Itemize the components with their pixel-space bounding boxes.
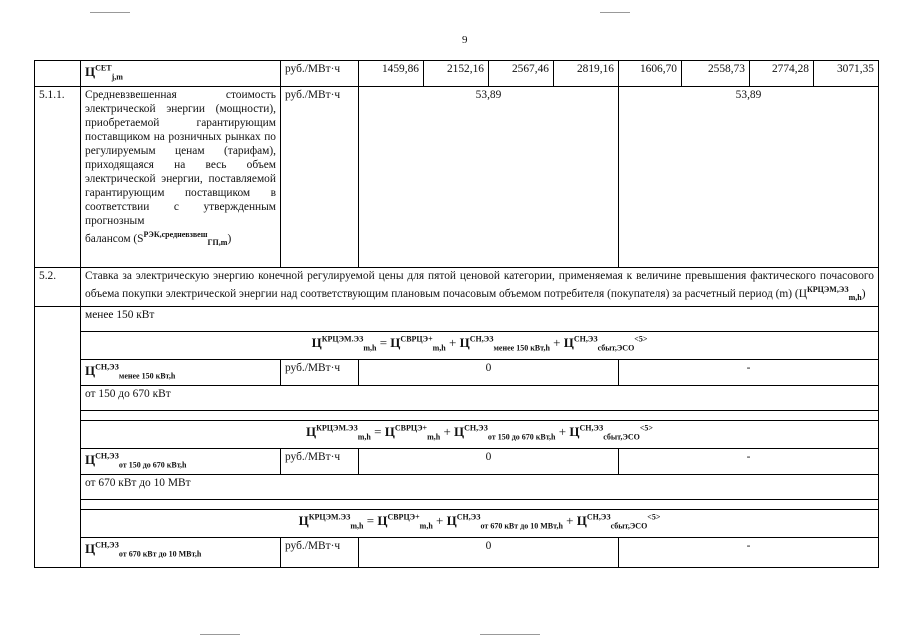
scan-mark: [200, 634, 240, 635]
value-cell-merged: 0: [359, 537, 619, 567]
symbol-cell: $Ц^{СН,ЭЗ}_{от 670 кВт до 10 МВт,h}$: [81, 537, 281, 567]
row-number: 5.2.: [35, 267, 81, 306]
group-label: от 150 до 670 кВт: [81, 385, 879, 410]
spacer: [81, 410, 879, 420]
scan-mark: [90, 12, 130, 13]
formula: $Ц^{КРЦЭМ.ЭЗ}_{m,h} = Ц^{СВРЦЭ+}_{m,h} + Ц^{СН,ЭЗ}_{от 670 кВт до 10 МВт,h} + Ц^{СН,ЭЗ}_{сбыт,ЭСО}^{<5>}$: [81, 509, 879, 537]
value-cell: 2152,16: [424, 61, 489, 87]
formula-row: [35, 420, 879, 448]
unit-cell: руб./МВт·ч: [281, 448, 359, 474]
spacer: [81, 499, 879, 509]
symbol-cell: $Ц^{СН,ЭЗ}_{менее 150 кВт,h}$: [81, 360, 281, 386]
symbol-cell: $Ц^{СЕТ}_{j,m}$: [81, 61, 281, 87]
group-label-row: [35, 474, 879, 499]
value-cell: 1606,70: [619, 61, 682, 87]
group-label-row: [35, 385, 879, 410]
value-cell-merged: -: [619, 448, 879, 474]
formula-row: [35, 509, 879, 537]
spacer-row: [35, 499, 879, 509]
unit-cell: руб./МВт·ч: [281, 537, 359, 567]
value-cell: 1459,86: [359, 61, 424, 87]
value-cell-merged: 53,89: [359, 86, 619, 267]
formula: $Ц^{КРЦЭМ.ЭЗ}_{m,h} = Ц^{СВРЦЭ+}_{m,h} + Ц^{СН,ЭЗ}_{менее 150 кВт,h} + Ц^{СН,ЭЗ}_{сбыт,ЭСО}^{<5>}$: [81, 332, 879, 360]
value-cell: 3071,35: [814, 61, 879, 87]
group-label: менее 150 кВт: [81, 307, 879, 332]
row-description: [81, 86, 281, 267]
value-cell: 2774,28: [750, 61, 814, 87]
value-cell-merged: 0: [359, 360, 619, 386]
value-cell-merged: -: [619, 537, 879, 567]
formula-row: [35, 332, 879, 360]
value-cell-merged: 0: [359, 448, 619, 474]
scan-mark: [480, 634, 540, 635]
value-cell: 2819,16: [554, 61, 619, 87]
tariff-table: [34, 60, 879, 568]
value-cell: 2567,46: [489, 61, 554, 87]
row-number-cell: [35, 61, 81, 87]
value-cell: 2558,73: [682, 61, 750, 87]
symbol-cell: $Ц^{СН,ЭЗ}_{от 150 до 670 кВт,h}$: [81, 448, 281, 474]
unit-cell: руб./МВт·ч: [281, 360, 359, 386]
scan-mark: [600, 12, 630, 13]
table-row-set: [35, 61, 879, 87]
group-label-row: [35, 307, 879, 332]
page-number: 9: [462, 34, 468, 46]
table-row-511: [35, 86, 879, 267]
group-value-row: [35, 360, 879, 386]
formula: $Ц^{КРЦЭМ.ЭЗ}_{m,h} = Ц^{СВРЦЭ+}_{m,h} + Ц^{СН,ЭЗ}_{от 150 до 670 кВт,h} + Ц^{СН,ЭЗ}_{сбыт,ЭСО}^{<5>}$: [81, 420, 879, 448]
group-value-row: [35, 448, 879, 474]
unit-cell: руб./МВт·ч: [281, 86, 359, 267]
row-52-description: Ставка за электрическую энергию конечной регулируемой цены для пятой ценовой категории, применяемая к величине превышения фактического почасового объема покупки электрической энергии над соответствующим плановым почасовым объемом потребителя (покупателя) за расчетный период (m) $(Ц^{КРЦЭМ,ЭЗ}_{m,h})$: [81, 267, 879, 306]
spacer-row: [35, 410, 879, 420]
group-value-row: [35, 537, 879, 567]
unit-cell: руб./МВт·ч: [281, 61, 359, 87]
table-row-52: [35, 267, 879, 306]
description-text: Средневзвешенная стоимость электрической энергии (мощности), приобретаемой гарантирующим поставщиком на розничных рынках по регулируемым ценам (тарифам), приходящаяся на весь объем электрической энергии, поставляемой гарантирующим поставщиком в соответствии с утвержденным прогнозным балансом $(S^{РЭК,средневзвеш}_{ГП,m})$: [85, 88, 276, 247]
row-number: 5.1.1.: [35, 86, 81, 267]
group-label: от 670 кВт до 10 МВт: [81, 474, 879, 499]
value-cell-merged: -: [619, 360, 879, 386]
indent-cell: [35, 307, 81, 568]
value-cell-merged: 53,89: [619, 86, 879, 267]
